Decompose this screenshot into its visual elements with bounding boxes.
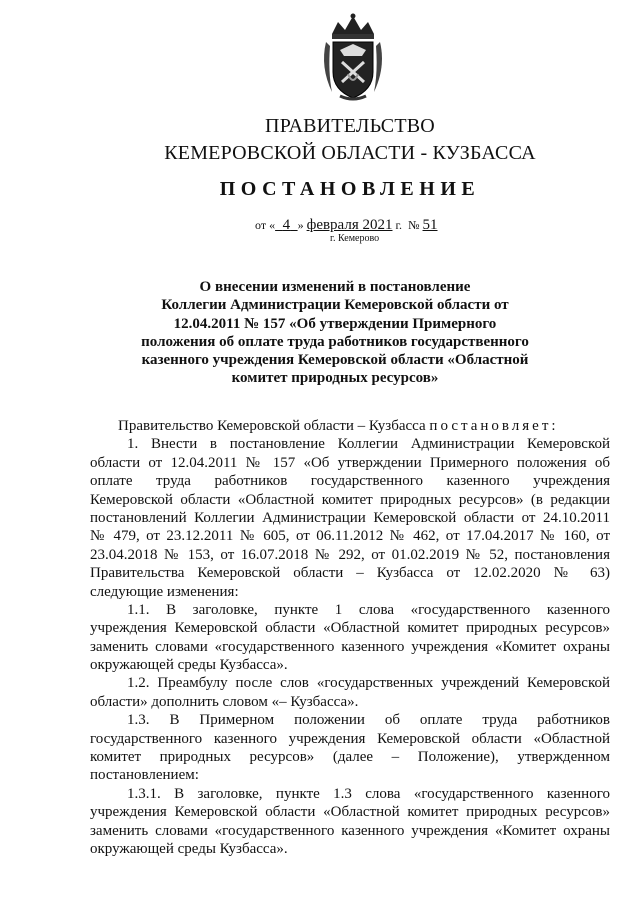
paragraph-line: оплате труда работников государственного казенного учреждения (90, 473, 610, 490)
paragraph-line: постановлений Коллегии Администрации Кемеровской области от 24.10.2011 (90, 509, 610, 526)
paragraph-line: государственного казенного учреждения Кемеровской области «Областной (90, 730, 610, 747)
paragraph-line: 1.3.1. В заголовке, пункте 1.3 слова «государственного казенного (127, 785, 610, 802)
paragraph-line: Правительства Кемеровской области – Кузбасса от 12.02.2020 № 63) (90, 565, 610, 582)
paragraph-line: следующие изменения: (90, 583, 239, 600)
paragraph-line: области» дополнить словом «– Кузбасса». (90, 693, 359, 710)
paragraph-line: 1. Внести в постановление Коллегии Администрации Кемеровской (127, 436, 610, 453)
paragraph-line: 1.1. В заголовке, пункте 1 слова «государственного казенного (127, 601, 610, 618)
paragraph-line: области от 12.04.2011 № 157 «Об утверждении Примерного положения об (90, 454, 610, 471)
paragraph-line: учреждения Кемеровской области «Областной комитет природных ресурсов» (90, 804, 610, 821)
decree-number: 51 (422, 217, 438, 233)
government-name-line-1: ПРАВИТЕЛЬСТВО (265, 115, 435, 137)
title-line: Коллегии Администрации Кемеровской области от (161, 297, 509, 314)
paragraph-line: заменить словами «государственного казенного учреждения «Комитет охраны (90, 822, 610, 839)
paragraph-line: комитет природных ресурсов» (далее – Положение), утвержденном (90, 749, 610, 766)
decree-date-line (255, 217, 438, 234)
number-prefix: № (408, 218, 420, 232)
intro-spaced-word: постановляет: (429, 418, 559, 434)
title-line: 12.04.2011 № 157 «Об утверждении Примерного (173, 315, 497, 332)
document-type-heading: ПОСТАНОВЛЕНИЕ (219, 178, 481, 200)
title-line: комитет природных ресурсов» (231, 370, 439, 387)
decree-title (120, 278, 550, 388)
paragraph-line: учреждения Кемеровской области «Областной комитет природных ресурсов» (90, 620, 610, 637)
paragraph-line: Кемеровской области «Областной комитет природных ресурсов» (в редакции (90, 491, 610, 508)
paragraph-line: окружающей среды Кузбасса». (90, 657, 288, 674)
paragraph-line: 1.2. Преамбулу после слов «государственных учреждений Кемеровской (127, 675, 610, 692)
paragraph-line: заменить словами «государственного казенного учреждения «Комитет охраны (90, 638, 610, 655)
intro-paragraph: Правительство Кемеровской области – Кузбасса постановляет: (118, 418, 559, 434)
year-suffix: г. (395, 218, 403, 232)
government-name-line-2: КЕМЕРОВСКОЙ ОБЛАСТИ - КУЗБАССА (164, 142, 536, 164)
title-line: положения об оплате труда работников государственного (141, 333, 529, 350)
coat-of-arms-icon (318, 12, 388, 104)
paragraph-line: постановлением: (90, 767, 199, 784)
date-day: 4 (282, 217, 291, 233)
date-month-year: февраля 2021 (306, 217, 393, 233)
paragraph-line: 1.3. В Примерном положении об оплате труда работников (127, 712, 610, 729)
paragraph-line: 23.04.2018 № 153, от 16.07.2018 № 292, от 01.02.2019 № 52, постановления (90, 546, 610, 563)
date-prefix: от « (255, 218, 276, 232)
date-mid: » (297, 218, 304, 232)
city-name: г. Кемерово (330, 233, 380, 244)
paragraph-line: № 479, от 23.12.2011 № 605, от 06.11.2012 № 462, от 17.04.2017 № 160, от (90, 528, 610, 545)
decree-body (90, 417, 610, 858)
paragraph-line: окружающей среды Кузбасса». (90, 840, 288, 857)
title-line: казенного учреждения Кемеровской области «Областной (141, 352, 529, 369)
title-line: О внесении изменений в постановление (199, 279, 471, 295)
